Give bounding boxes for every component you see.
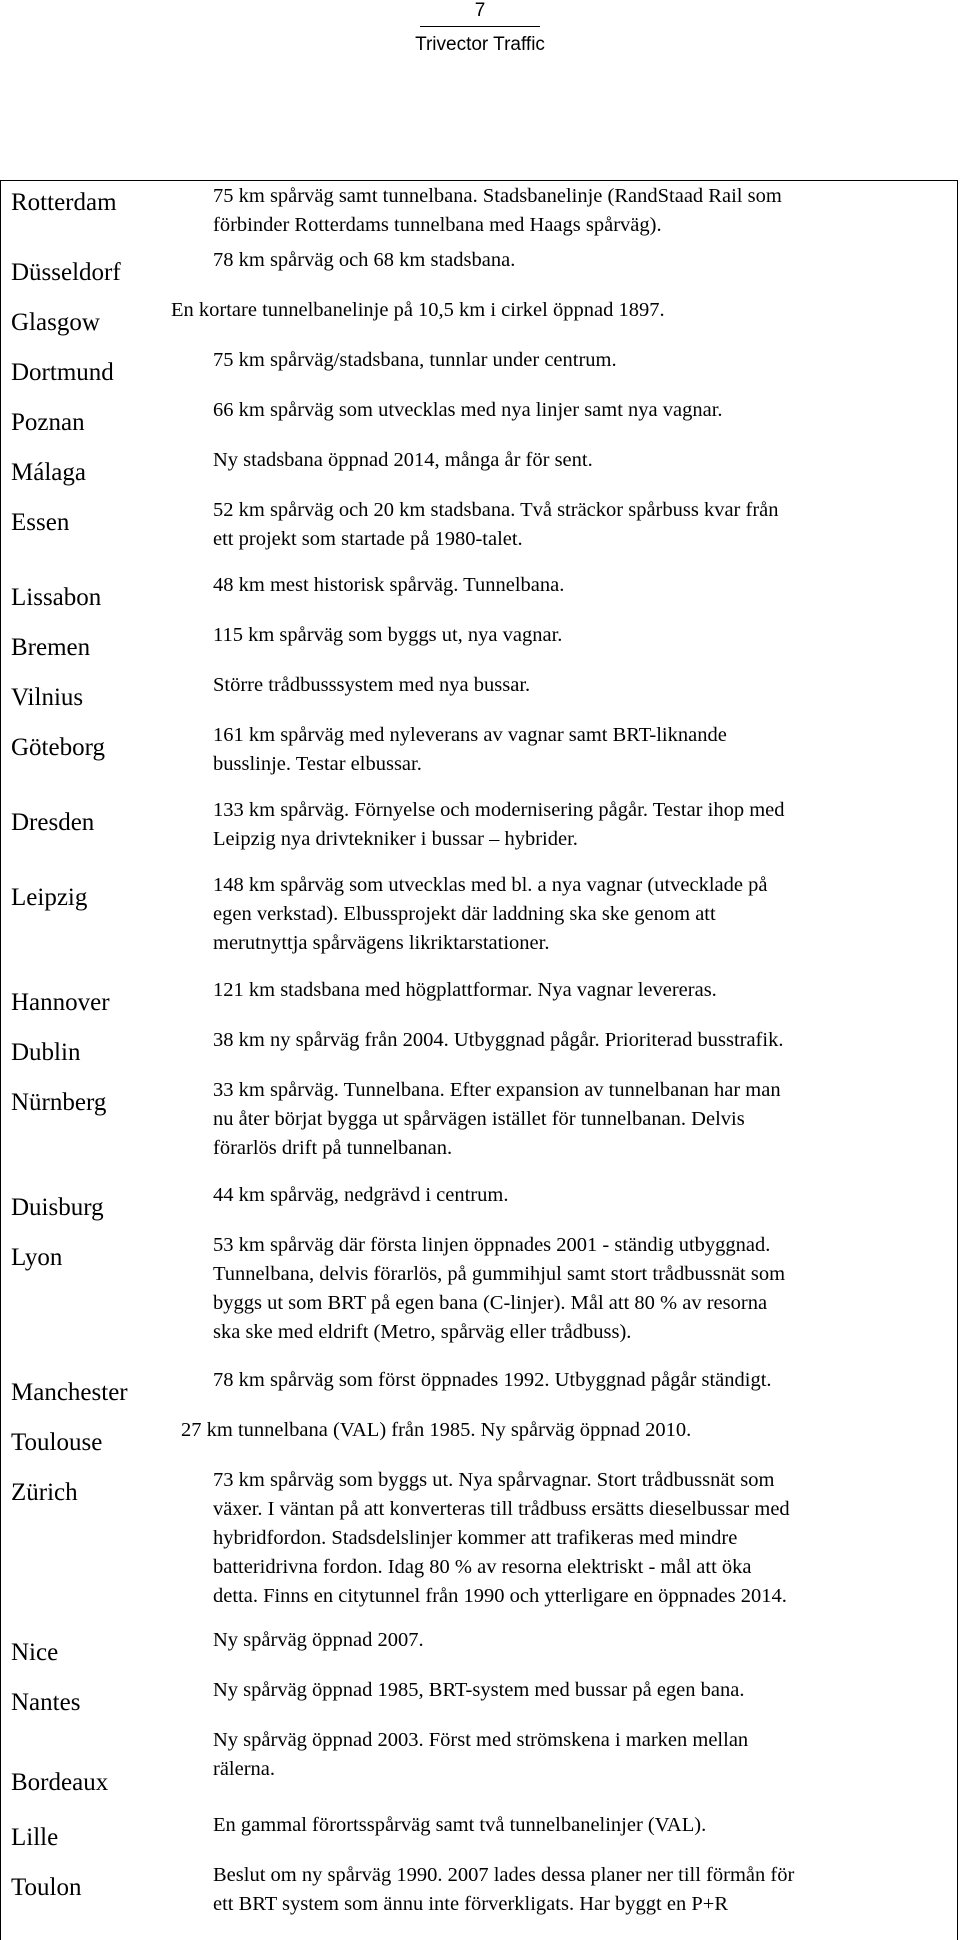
description-line: 75 km spårväg/stadsbana, tunnlar under centrum. xyxy=(213,349,617,371)
description-line: 38 km ny spårväg från 2004. Utbyggnad pågår. Prioriterad busstrafik. xyxy=(213,1029,784,1051)
city-name: Essen xyxy=(11,509,70,536)
city-description xyxy=(213,1676,953,1705)
description-line: ett BRT system som ännu inte förverkligats. Har byggt en P+R xyxy=(213,1893,728,1915)
description-line: Leipzig nya drivtekniker i bussar – hybrider. xyxy=(213,828,578,850)
description-line: merutnyttja spårvägens likriktarstationer. xyxy=(213,932,550,954)
city-description xyxy=(213,721,953,779)
description-line: hybridfordon. Stadsdelslinjer kommer att trafikeras med mindre xyxy=(213,1527,738,1549)
city-name: Bordeaux xyxy=(11,1769,109,1796)
description-line: 75 km spårväg samt tunnelbana. Stadsbanelinje (RandStaad Rail som xyxy=(213,185,782,207)
city-description xyxy=(213,1231,953,1347)
description-line: detta. Finns en citytunnel från 1990 och ytterligare en öppnades 2014. xyxy=(213,1585,787,1607)
city-name: Glasgow xyxy=(11,309,100,336)
description-line: 48 km mest historisk spårväg. Tunnelbana. xyxy=(213,574,565,596)
description-line: 161 km spårväg med nyleverans av vagnar samt BRT-liknande xyxy=(213,724,727,746)
description-line: busslinje. Testar elbussar. xyxy=(213,753,422,775)
description-line: Beslut om ny spårväg 1990. 2007 lades dessa planer ner till förmån för xyxy=(213,1864,795,1886)
city-description xyxy=(213,1726,953,1784)
description-line: 27 km tunnelbana (VAL) från 1985. Ny spårväg öppnad 2010. xyxy=(181,1419,692,1441)
description-line: 66 km spårväg som utvecklas med nya linjer samt nya vagnar. xyxy=(213,399,723,421)
description-line: 33 km spårväg. Tunnelbana. Efter expansion av tunnelbanan har man xyxy=(213,1079,781,1101)
description-line: Ny spårväg öppnad 2007. xyxy=(213,1629,424,1651)
description-line: Ny spårväg öppnad 1985, BRT-system med bussar på egen bana. xyxy=(213,1679,745,1701)
description-line: växer. I väntan på att konverteras till trådbuss ersätts dieselbussar med xyxy=(213,1498,790,1520)
description-line: 115 km spårväg som byggs ut, nya vagnar. xyxy=(213,624,563,646)
company-name: Trivector Traffic xyxy=(415,34,545,55)
description-line: förbinder Rotterdams tunnelbana med Haags spårväg). xyxy=(213,214,662,236)
city-name: Zürich xyxy=(11,1479,78,1506)
city-name: Lyon xyxy=(11,1244,63,1271)
city-description xyxy=(213,796,953,854)
city-name: Rotterdam xyxy=(11,189,117,216)
city-name: Hannover xyxy=(11,989,110,1016)
city-description xyxy=(213,182,953,240)
city-description xyxy=(213,621,953,650)
description-line: 121 km stadsbana med högplattformar. Nya vagnar levereras. xyxy=(213,979,717,1001)
city-name: Málaga xyxy=(11,459,86,486)
city-name: Dortmund xyxy=(11,359,114,386)
description-line: 148 km spårväg som utvecklas med bl. a nya vagnar (utvecklade på xyxy=(213,874,768,896)
description-line: ett projekt som startade på 1980-talet. xyxy=(213,528,523,550)
city-description xyxy=(213,446,953,475)
description-line: 78 km spårväg som först öppnades 1992. Utbyggnad pågår ständigt. xyxy=(213,1369,772,1391)
city-name: Leipzig xyxy=(11,884,88,911)
description-line: rälerna. xyxy=(213,1758,276,1780)
description-line: förarlös drift på tunnelbanan. xyxy=(213,1137,453,1159)
city-description xyxy=(213,246,953,275)
description-line: Större trådbusssystem med nya bussar. xyxy=(213,674,531,696)
description-line: byggs ut som BRT på egen bana (C-linjer). Mål att 80 % av resorna xyxy=(213,1292,768,1314)
city-name: Nürnberg xyxy=(11,1089,107,1116)
page-number: 7 xyxy=(420,0,540,27)
city-name: Poznan xyxy=(11,409,85,436)
description-line: ska ske med eldrift (Metro, spårväg eller trådbuss). xyxy=(213,1321,632,1343)
city-name: Düsseldorf xyxy=(11,259,121,286)
description-line: batteridrivna fordon. Idag 80 % av resorna elektriskt - mål att öka xyxy=(213,1556,752,1578)
city-name: Nice xyxy=(11,1639,59,1666)
description-line: Ny stadsbana öppnad 2014, många år för sent. xyxy=(213,449,593,471)
description-line: nu åter börjat bygga ut spårvägen istället för tunnelbanan. Delvis xyxy=(213,1108,745,1130)
city-description xyxy=(213,1181,953,1210)
city-name: Lille xyxy=(11,1824,59,1851)
description-line: 52 km spårväg och 20 km stadsbana. Två sträckor spårbuss kvar från xyxy=(213,499,779,521)
city-description xyxy=(213,571,953,600)
description-line: 44 km spårväg, nedgrävd i centrum. xyxy=(213,1184,509,1206)
description-line: egen verkstad). Elbussprojekt där laddning ska ske genom att xyxy=(213,903,716,925)
description-line: Ny spårväg öppnad 2003. Först med strömskena i marken mellan xyxy=(213,1729,749,1751)
city-name: Manchester xyxy=(11,1379,128,1406)
city-name: Vilnius xyxy=(11,684,84,711)
city-description xyxy=(213,871,953,958)
description-line: Tunnelbana, delvis förarlös, på gummihjul samt stort trådbussnät som xyxy=(213,1263,786,1285)
city-description xyxy=(213,976,953,1005)
city-description xyxy=(213,1861,953,1919)
city-name: Lissabon xyxy=(11,584,102,611)
city-description xyxy=(213,1026,953,1055)
city-table xyxy=(0,180,958,1940)
city-description xyxy=(213,1811,953,1840)
city-name: Toulouse xyxy=(11,1429,103,1456)
city-name: Dublin xyxy=(11,1039,81,1066)
city-description xyxy=(171,296,911,325)
city-name: Göteborg xyxy=(11,734,105,761)
description-line: En kortare tunnelbanelinje på 10,5 km i cirkel öppnad 1897. xyxy=(171,299,665,321)
description-line: 53 km spårväg där första linjen öppnades 2001 - ständig utbyggnad. xyxy=(213,1234,771,1256)
description-line: En gammal förortsspårväg samt två tunnelbanelinjer (VAL). xyxy=(213,1814,707,1836)
city-description xyxy=(213,496,953,554)
city-description xyxy=(213,396,953,425)
city-name: Toulon xyxy=(11,1874,82,1901)
city-description xyxy=(213,1466,953,1611)
description-line: 78 km spårväg och 68 km stadsbana. xyxy=(213,249,516,271)
description-line: 133 km spårväg. Förnyelse och modernisering pågår. Testar ihop med xyxy=(213,799,785,821)
city-name: Duisburg xyxy=(11,1194,104,1221)
city-description xyxy=(213,1626,953,1655)
city-description xyxy=(213,1366,953,1395)
city-description xyxy=(213,1076,953,1163)
city-name: Bremen xyxy=(11,634,91,661)
city-name: Dresden xyxy=(11,809,95,836)
description-line: 73 km spårväg som byggs ut. Nya spårvagnar. Stort trådbussnät som xyxy=(213,1469,775,1491)
city-name: Nantes xyxy=(11,1689,81,1716)
city-description xyxy=(213,346,953,375)
city-description xyxy=(213,671,953,700)
city-description xyxy=(181,1416,921,1445)
